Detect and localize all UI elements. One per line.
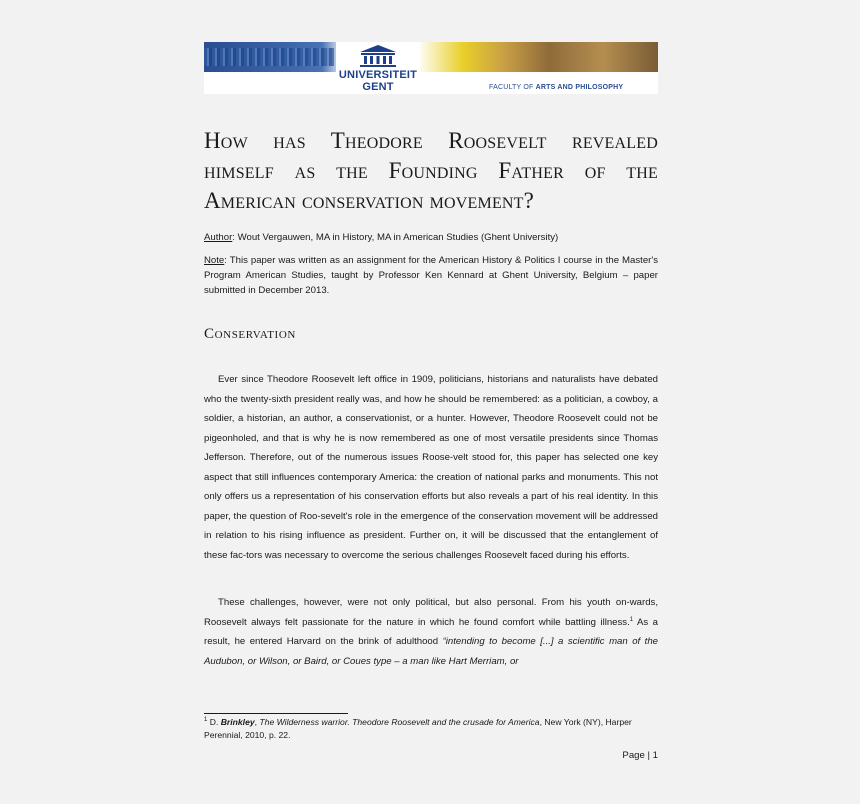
faculty-label (489, 84, 623, 91)
footnote-prefix: D. (207, 717, 221, 727)
body-paragraph-1: Ever since Theodore Roosevelt left office in 1909, politicians, historians and naturalists have debated who the twenty-sixth president really was, and how he should be remembered: as a politician, a cowboy, a soldier, a historian, an author, a conservationist, or a hunter. However, Theodore Roosevelt could not be pigeonholed, and that is why he is now remembered as one of most versatile presidents since Thomas Jefferson. Therefore, out of the numerous issues Roose-velt stood for, this paper has selected one key aspect that still influences contemporary America: the creation of national parks and monuments. This not only offers us a representation of his conservation efforts but also reveals a part of his real identity. In this paper, the question of Roo-sevelt's role in the emergence of the conservation movement will be addressed in relation to his rising influence as president. Further on, it will be discussed that the entanglement of these fac-tors was necessary to overcome the serious challenges Roosevelt faced during his efforts. (204, 374, 658, 561)
footnote (204, 716, 658, 742)
title-line-2: himself as the Founding Father of the (204, 158, 658, 183)
university-banner (204, 42, 658, 94)
note-text: : This paper was written as an assignment for the American History & Politics I course in the Master's Program American Studies, taught by Professor Ken Kennard at Ghent University, Belgium – paper submitted in December 2013. (204, 255, 658, 296)
logo-text-universiteit: UNIVERSITEIT (338, 69, 418, 81)
page-number: Page | 1 (622, 750, 658, 761)
temple-logo-icon (356, 44, 400, 68)
paragraph2-quote: “intending to become [...] a scientific man of the Audubon, or Wilson, or Baird, or Coues type – a man like Hart Merriam, or (204, 636, 658, 667)
faculty-prefix: FACULTY OF (489, 84, 536, 91)
footnote-reference[interactable]: 1 (629, 616, 634, 623)
footnote-divider (204, 713, 348, 714)
paragraph2-text-a: These challenges, however, were not only political, but also personal. From his youth on-wards, Roosevelt always felt passionate for the nature in which he found comfort while battling illness. (204, 597, 658, 628)
author-line (204, 230, 658, 245)
footnote-number: 1 (204, 717, 208, 724)
paragraph2-text-b: As a result, he entered Harvard on the brink of adulthood (204, 616, 658, 647)
banner-blue-pattern (204, 48, 334, 66)
logo-text-gent: GENT (362, 81, 394, 93)
author-label: Author (204, 232, 233, 243)
note-label: Note (204, 255, 225, 266)
footnote-author: Brinkley (220, 717, 255, 727)
author-text: : Wout Vergauwen, MA in History, MA in American Studies (Ghent University) (232, 232, 559, 243)
body-paragraph-2 (204, 593, 658, 671)
footnote-work: The Wilderness warrior. Theodore Roosevelt and the crusade for America (259, 717, 540, 727)
title-line-1: How has Theodore Roosevelt revealed (204, 128, 658, 153)
title-line-3: American conservation movement? (204, 188, 535, 213)
footnote-sep: , (254, 717, 260, 727)
note-paragraph (204, 253, 658, 298)
faculty-name: ARTS AND PHILOSOPHY (535, 84, 624, 91)
university-logo (336, 42, 420, 94)
paper-title (204, 126, 658, 216)
section-heading: Conservation (204, 326, 296, 342)
footnote-rest: , New York (NY), Harper Perennial, 2010, p. 22. (204, 717, 632, 740)
